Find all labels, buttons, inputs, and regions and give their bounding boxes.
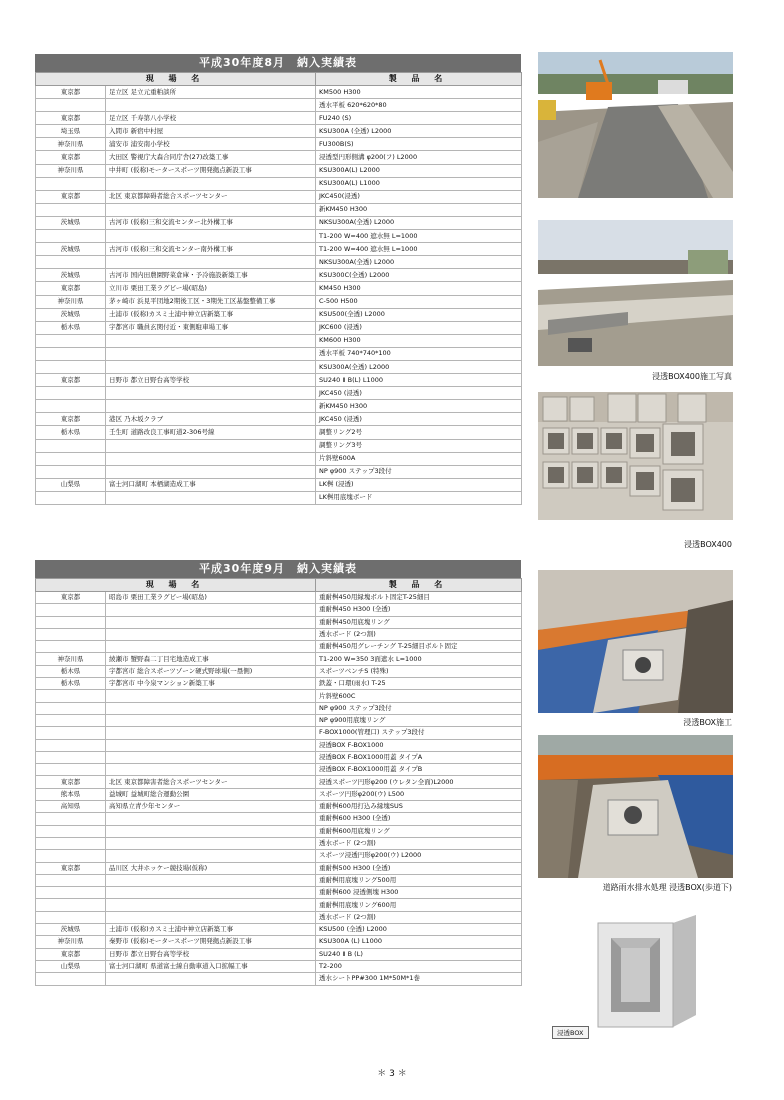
- prefecture-cell: 東京都: [36, 151, 106, 164]
- table-row: [36, 86, 522, 99]
- site-name-cell: [106, 739, 316, 751]
- product-name-cell: KSU300A(L) L2000: [316, 164, 522, 177]
- prefecture-cell: [36, 256, 106, 269]
- product-name-cell: KM500 H300: [316, 86, 522, 99]
- table-row: [36, 739, 522, 751]
- site-name-cell: [106, 465, 316, 478]
- product-name-cell: T1-200 W=400 遮水無 L=1000: [316, 230, 522, 243]
- prefecture-cell: 神奈川県: [36, 295, 106, 308]
- site-name-cell: 品川区 大井ホッケー競技場(仮称): [106, 862, 316, 874]
- table-row: [36, 837, 522, 849]
- table-row: [36, 727, 522, 739]
- table-row: [36, 347, 522, 360]
- prefecture-cell: [36, 751, 106, 763]
- prefecture-cell: 神奈川県: [36, 164, 106, 177]
- site-name-cell: 北区 東京都障碍者総合スポーツセンター: [106, 190, 316, 203]
- product-name-cell: KSU500 (全透) L2000: [316, 924, 522, 936]
- prefecture-cell: [36, 850, 106, 862]
- table-row: [36, 887, 522, 899]
- prefecture-cell: [36, 400, 106, 413]
- site-name-cell: [106, 452, 316, 465]
- table-row: [36, 592, 522, 604]
- prefecture-cell: 茨城県: [36, 924, 106, 936]
- product-name-cell: KSU500(全透) L2000: [316, 308, 522, 321]
- product-name-cell: KSU300C(全透) L2000: [316, 269, 522, 282]
- prefecture-cell: 茨城県: [36, 308, 106, 321]
- product-name-cell: 重耐桝450用縁塊ボルト固定T-25細目: [316, 592, 522, 604]
- site-name-cell: [106, 813, 316, 825]
- site-name-cell: [106, 360, 316, 373]
- prefecture-cell: [36, 837, 106, 849]
- site-name-cell: [106, 690, 316, 702]
- table-row: [36, 491, 522, 504]
- product-name-cell: 透水シートPP#300 1M*50M*1巻: [316, 973, 522, 985]
- table-row: [36, 616, 522, 628]
- prefecture-cell: [36, 387, 106, 400]
- site-name-cell: [106, 604, 316, 616]
- product-name-cell: LK桝 (浸透): [316, 478, 522, 491]
- prefecture-cell: [36, 628, 106, 640]
- product-name-cell: FU300B(S): [316, 138, 522, 151]
- prefecture-cell: 栃木県: [36, 665, 106, 677]
- site-name-cell: [106, 899, 316, 911]
- table-row: [36, 751, 522, 763]
- site-name-cell: [106, 628, 316, 640]
- site-name-cell: 大田区 警視庁大森合同庁舎(27)改築工事: [106, 151, 316, 164]
- product-name-cell: 片斜壁600A: [316, 452, 522, 465]
- prefecture-cell: [36, 973, 106, 985]
- product-name-cell: FU240 (S): [316, 112, 522, 125]
- table-row: [36, 374, 522, 387]
- prefecture-cell: [36, 491, 106, 504]
- product-name-cell: 調整リング3号: [316, 439, 522, 452]
- site-name-cell: 古河市 (仮称)三和交流センター北外構工事: [106, 216, 316, 229]
- product-name-cell: 調整リング2号: [316, 426, 522, 439]
- site-name-cell: 益城町 益城町総合運動公園: [106, 788, 316, 800]
- site-name-cell: [106, 491, 316, 504]
- site-name-cell: 古河市 国内田農園野菜倉庫・予冷施設新築工事: [106, 269, 316, 282]
- product-name-cell: スポーツ円形φ200(ウ) L500: [316, 788, 522, 800]
- table-row: [36, 714, 522, 726]
- product-name-cell: 重耐桝600用打込み縁塊SUS: [316, 801, 522, 813]
- table-row: [36, 439, 522, 452]
- prefecture-cell: 神奈川県: [36, 138, 106, 151]
- prefecture-cell: [36, 334, 106, 347]
- product-name-cell: 浸透型円形側溝 φ200(フ) L2000: [316, 151, 522, 164]
- prefecture-cell: [36, 739, 106, 751]
- table-row: [36, 776, 522, 788]
- site-name-cell: [106, 911, 316, 923]
- site-name-cell: [106, 702, 316, 714]
- site-name-cell: [106, 850, 316, 862]
- column-header-site: 現 場 名: [36, 579, 316, 592]
- product-label-tag: 浸透BOX: [552, 1026, 589, 1039]
- table-row: [36, 678, 522, 690]
- site-name-cell: [106, 973, 316, 985]
- photo-caption: 浸透BOX400: [684, 540, 732, 549]
- prefecture-cell: 東京都: [36, 776, 106, 788]
- product-name-cell: KSU300A(L) L1000: [316, 177, 522, 190]
- prefecture-cell: 熊本県: [36, 788, 106, 800]
- table-row: [36, 230, 522, 243]
- product-name-cell: JKC600 (浸透): [316, 321, 522, 334]
- product-name-cell: SU240 Ⅱ B (L): [316, 948, 522, 960]
- product-name-cell: 重耐桝用底塊リング600用: [316, 899, 522, 911]
- prefecture-cell: 埼玉県: [36, 125, 106, 138]
- site-name-cell: [106, 714, 316, 726]
- product-name-cell: KM450 H300: [316, 282, 522, 295]
- product-name-cell: 重耐桝450 H300 (全透): [316, 604, 522, 616]
- product-name-cell: 重耐桝500 H300 (全透): [316, 862, 522, 874]
- site-name-cell: 綾瀬市 蟹野森二丁目宅地造成工事: [106, 653, 316, 665]
- table-row: [36, 628, 522, 640]
- product-name-cell: SU240 Ⅱ B(L) L1000: [316, 374, 522, 387]
- prefecture-cell: 東京都: [36, 413, 106, 426]
- site-name-cell: 日野市 都立日野台高等学校: [106, 948, 316, 960]
- site-name-cell: [106, 177, 316, 190]
- prefecture-cell: 神奈川県: [36, 653, 106, 665]
- table-row: [36, 177, 522, 190]
- photo-caption: 道路雨水排水処理 浸透BOX(歩道下): [602, 883, 732, 892]
- site-name-cell: 宇都宮市 総合スポーツゾーン硬式野球場(一塁側): [106, 665, 316, 677]
- table-row: [36, 850, 522, 862]
- prefecture-cell: [36, 727, 106, 739]
- prefecture-cell: [36, 911, 106, 923]
- product-name-cell: 透水平板 740*740*100: [316, 347, 522, 360]
- prefecture-cell: [36, 99, 106, 112]
- prefecture-cell: [36, 641, 106, 653]
- prefecture-cell: [36, 452, 106, 465]
- construction-site-photo-1: [538, 52, 733, 198]
- table-row: [36, 911, 522, 923]
- site-name-cell: 北区 東京都障害者総合スポーツセンター: [106, 776, 316, 788]
- delivery-table-september: [35, 560, 521, 986]
- table-row: [36, 400, 522, 413]
- product-name-cell: 浸透BOX F-BOX1000用蓋 タイプA: [316, 751, 522, 763]
- prefecture-cell: 山梨県: [36, 478, 106, 491]
- site-name-cell: [106, 387, 316, 400]
- table-row: [36, 874, 522, 886]
- page-number: ＊ 3 ＊: [377, 1069, 407, 1079]
- site-name-cell: 茅ヶ崎市 浜見平団地2期後工区・3期先工区基盤整備工事: [106, 295, 316, 308]
- site-name-cell: 壬生町 道路改良工事町道2-306号線: [106, 426, 316, 439]
- table-row: [36, 164, 522, 177]
- product-name-cell: 透水ボード (2つ割): [316, 911, 522, 923]
- product-name-cell: 浸透BOX F-BOX1000: [316, 739, 522, 751]
- site-name-cell: 土浦市 (仮称)カスミ土浦中神立店新築工事: [106, 924, 316, 936]
- site-name-cell: [106, 764, 316, 776]
- prefecture-cell: [36, 465, 106, 478]
- product-name-cell: 重耐桝450用底塊リング: [316, 616, 522, 628]
- table-row: [36, 99, 522, 112]
- table-row: [36, 948, 522, 960]
- table-row: [36, 478, 522, 491]
- product-name-cell: JKC450(浸透): [316, 190, 522, 203]
- table-row: [36, 702, 522, 714]
- product-name-cell: 浸透BOX F-BOX1000用蓋 タイプB: [316, 764, 522, 776]
- product-name-cell: NP φ900 ステップ3段付: [316, 465, 522, 478]
- site-name-cell: 中井町 (仮称)モータースポーツ開発拠点新設工事: [106, 164, 316, 177]
- table-row: [36, 216, 522, 229]
- prefecture-cell: 東京都: [36, 86, 106, 99]
- site-name-cell: 足立区 千寿第八小学校: [106, 112, 316, 125]
- table-row: [36, 360, 522, 373]
- product-name-cell: 透水ボード (2つ割): [316, 837, 522, 849]
- prefecture-cell: 東京都: [36, 282, 106, 295]
- product-name-cell: スポーツベンチS (特殊): [316, 665, 522, 677]
- site-name-cell: 浦安市 浦安南小学校: [106, 138, 316, 151]
- product-name-cell: スポーツ浸透円形φ200(ウ) L2000: [316, 850, 522, 862]
- table-row: [36, 825, 522, 837]
- column-header-site: 現 場 名: [36, 73, 316, 86]
- product-name-cell: 重耐桝600用底塊リング: [316, 825, 522, 837]
- prefecture-cell: [36, 616, 106, 628]
- site-name-cell: 富士河口湖町 本栖湖造成工事: [106, 478, 316, 491]
- table-row: [36, 665, 522, 677]
- site-name-cell: 富士河口湖町 県道富士線自動車道入口拡幅工事: [106, 960, 316, 972]
- table-row: [36, 295, 522, 308]
- table-row: [36, 452, 522, 465]
- site-name-cell: 高知県立青少年センター: [106, 801, 316, 813]
- site-name-cell: 宇都宮市 職員玄関付近・東側駐車場工事: [106, 321, 316, 334]
- table-row: [36, 936, 522, 948]
- site-name-cell: 昭島市 栗田工業ラグビー場(昭島): [106, 592, 316, 604]
- prefecture-cell: 東京都: [36, 374, 106, 387]
- prefecture-cell: [36, 702, 106, 714]
- table-row: [36, 151, 522, 164]
- site-name-cell: [106, 439, 316, 452]
- table-row: [36, 960, 522, 972]
- site-name-cell: [106, 616, 316, 628]
- table-row: [36, 282, 522, 295]
- prefecture-cell: [36, 347, 106, 360]
- table-row: [36, 653, 522, 665]
- prefecture-cell: [36, 604, 106, 616]
- product-name-cell: 浸透スポーツ円形φ200 (ウレタン全面)L2000: [316, 776, 522, 788]
- site-name-cell: [106, 334, 316, 347]
- prefecture-cell: 神奈川県: [36, 936, 106, 948]
- prefecture-cell: [36, 899, 106, 911]
- prefecture-cell: 栃木県: [36, 321, 106, 334]
- site-name-cell: 土浦市 (仮称)カスミ土浦中神立店新築工事: [106, 308, 316, 321]
- site-name-cell: 港区 乃木坂クラブ: [106, 413, 316, 426]
- prefecture-cell: [36, 203, 106, 216]
- table-row: [36, 899, 522, 911]
- prefecture-cell: 栃木県: [36, 678, 106, 690]
- site-name-cell: 宇都宮市 中今泉マンション新築工事: [106, 678, 316, 690]
- product-name-cell: JKC450 (浸透): [316, 413, 522, 426]
- site-name-cell: [106, 874, 316, 886]
- product-name-cell: 新KM450 H300: [316, 203, 522, 216]
- box-product-image: [578, 905, 708, 1035]
- site-name-cell: [106, 837, 316, 849]
- site-name-cell: 日野市 都立日野台高等学校: [106, 374, 316, 387]
- product-name-cell: 重耐桝用底塊リング500用: [316, 874, 522, 886]
- product-name-cell: 片斜壁600C: [316, 690, 522, 702]
- table-row: [36, 924, 522, 936]
- site-name-cell: [106, 727, 316, 739]
- product-name-cell: JKC450 (浸透): [316, 387, 522, 400]
- column-header-product: 製 品 名: [316, 73, 522, 86]
- table-row: [36, 190, 522, 203]
- site-name-cell: [106, 825, 316, 837]
- prefecture-cell: [36, 690, 106, 702]
- table-row: [36, 973, 522, 985]
- site-name-cell: [106, 400, 316, 413]
- table-row: [36, 465, 522, 478]
- product-name-cell: T1-200 W=400 遮水無 L=1000: [316, 243, 522, 256]
- prefecture-cell: 東京都: [36, 862, 106, 874]
- table-row: [36, 641, 522, 653]
- photo-caption: 浸透BOX施工: [683, 718, 732, 727]
- photo-caption: 浸透BOX400施工写真: [652, 372, 732, 381]
- site-name-cell: 秦野市 (仮称)モータースポーツ開発拠点新設工事: [106, 936, 316, 948]
- product-name-cell: 重耐桝600 H300 (全透): [316, 813, 522, 825]
- prefecture-cell: [36, 813, 106, 825]
- product-name-cell: F-BOX1000(管理口) ステップ3段付: [316, 727, 522, 739]
- prefecture-cell: [36, 874, 106, 886]
- site-name-cell: [106, 641, 316, 653]
- product-name-cell: C-500 H500: [316, 295, 522, 308]
- table-row: [36, 604, 522, 616]
- table-row: [36, 308, 522, 321]
- prefecture-cell: 栃木県: [36, 426, 106, 439]
- product-name-cell: KSU300A (L) L1000: [316, 936, 522, 948]
- product-name-cell: NP φ900用底塊リング: [316, 714, 522, 726]
- prefecture-cell: 東京都: [36, 592, 106, 604]
- product-name-cell: 透水平板 620*620*80: [316, 99, 522, 112]
- table-row: [36, 321, 522, 334]
- table-row: [36, 801, 522, 813]
- table-row: [36, 112, 522, 125]
- site-name-cell: [106, 230, 316, 243]
- construction-site-photo-2: [538, 220, 733, 366]
- table-title: 平成30年度9月 納入実績表: [35, 560, 521, 578]
- table-row: [36, 269, 522, 282]
- product-name-cell: KSU300A(全透) L2000: [316, 360, 522, 373]
- product-name-cell: NKSU300A(全透) L2000: [316, 216, 522, 229]
- table-row: [36, 813, 522, 825]
- product-name-cell: KSU300A (全透) L2000: [316, 125, 522, 138]
- product-name-cell: T2-200: [316, 960, 522, 972]
- site-name-cell: 古河市 (仮称)三和交流センター南外構工事: [106, 243, 316, 256]
- prefecture-cell: [36, 360, 106, 373]
- box-installation-photo: [538, 570, 733, 713]
- prefecture-cell: [36, 714, 106, 726]
- table-row: [36, 862, 522, 874]
- delivery-table-august: [35, 54, 521, 505]
- stacked-box-photo: [538, 392, 733, 520]
- prefecture-cell: 東京都: [36, 948, 106, 960]
- table-row: [36, 203, 522, 216]
- table-row: [36, 256, 522, 269]
- table-row: [36, 125, 522, 138]
- product-name-cell: LK桝用底塊ボード: [316, 491, 522, 504]
- prefecture-cell: 東京都: [36, 190, 106, 203]
- product-name-cell: 新KM450 H300: [316, 400, 522, 413]
- product-name-cell: NP φ900 ステップ3段付: [316, 702, 522, 714]
- prefecture-cell: [36, 177, 106, 190]
- prefecture-cell: 茨城県: [36, 243, 106, 256]
- site-name-cell: 立川市 栗田工業ラグビー場(昭島): [106, 282, 316, 295]
- prefecture-cell: [36, 764, 106, 776]
- prefecture-cell: 高知県: [36, 801, 106, 813]
- prefecture-cell: 茨城県: [36, 269, 106, 282]
- product-name-cell: KM600 H300: [316, 334, 522, 347]
- product-name-cell: 鉄蓋・口環(雨水) T-25: [316, 678, 522, 690]
- prefecture-cell: [36, 825, 106, 837]
- site-name-cell: [106, 347, 316, 360]
- prefecture-cell: 茨城県: [36, 216, 106, 229]
- site-name-cell: [106, 99, 316, 112]
- column-header-product: 製 品 名: [316, 579, 522, 592]
- product-name-cell: 重耐桝450用グレーチング T-25細目ボルト固定: [316, 641, 522, 653]
- prefecture-cell: [36, 439, 106, 452]
- prefecture-cell: [36, 230, 106, 243]
- product-name-cell: 重耐桝600 浸透側塊 H300: [316, 887, 522, 899]
- table-title: 平成30年度8月 納入実績表: [35, 54, 521, 72]
- prefecture-cell: [36, 887, 106, 899]
- site-name-cell: 入間市 新宿中村屋: [106, 125, 316, 138]
- prefecture-cell: 東京都: [36, 112, 106, 125]
- product-name-cell: 透水ボード (2つ割): [316, 628, 522, 640]
- table-row: [36, 426, 522, 439]
- table-row: [36, 690, 522, 702]
- table-row: [36, 243, 522, 256]
- table-row: [36, 387, 522, 400]
- product-name-cell: T1-200 W=350 3面遮水 L=1000: [316, 653, 522, 665]
- table-row: [36, 788, 522, 800]
- product-name-cell: NKSU300A(全透) L2000: [316, 256, 522, 269]
- site-name-cell: 足立区 足立元重粕談所: [106, 86, 316, 99]
- site-name-cell: [106, 256, 316, 269]
- table-row: [36, 138, 522, 151]
- road-drainage-photo: [538, 735, 733, 878]
- prefecture-cell: 山梨県: [36, 960, 106, 972]
- table-row: [36, 413, 522, 426]
- site-name-cell: [106, 887, 316, 899]
- table-row: [36, 334, 522, 347]
- site-name-cell: [106, 751, 316, 763]
- site-name-cell: [106, 203, 316, 216]
- table-row: [36, 764, 522, 776]
